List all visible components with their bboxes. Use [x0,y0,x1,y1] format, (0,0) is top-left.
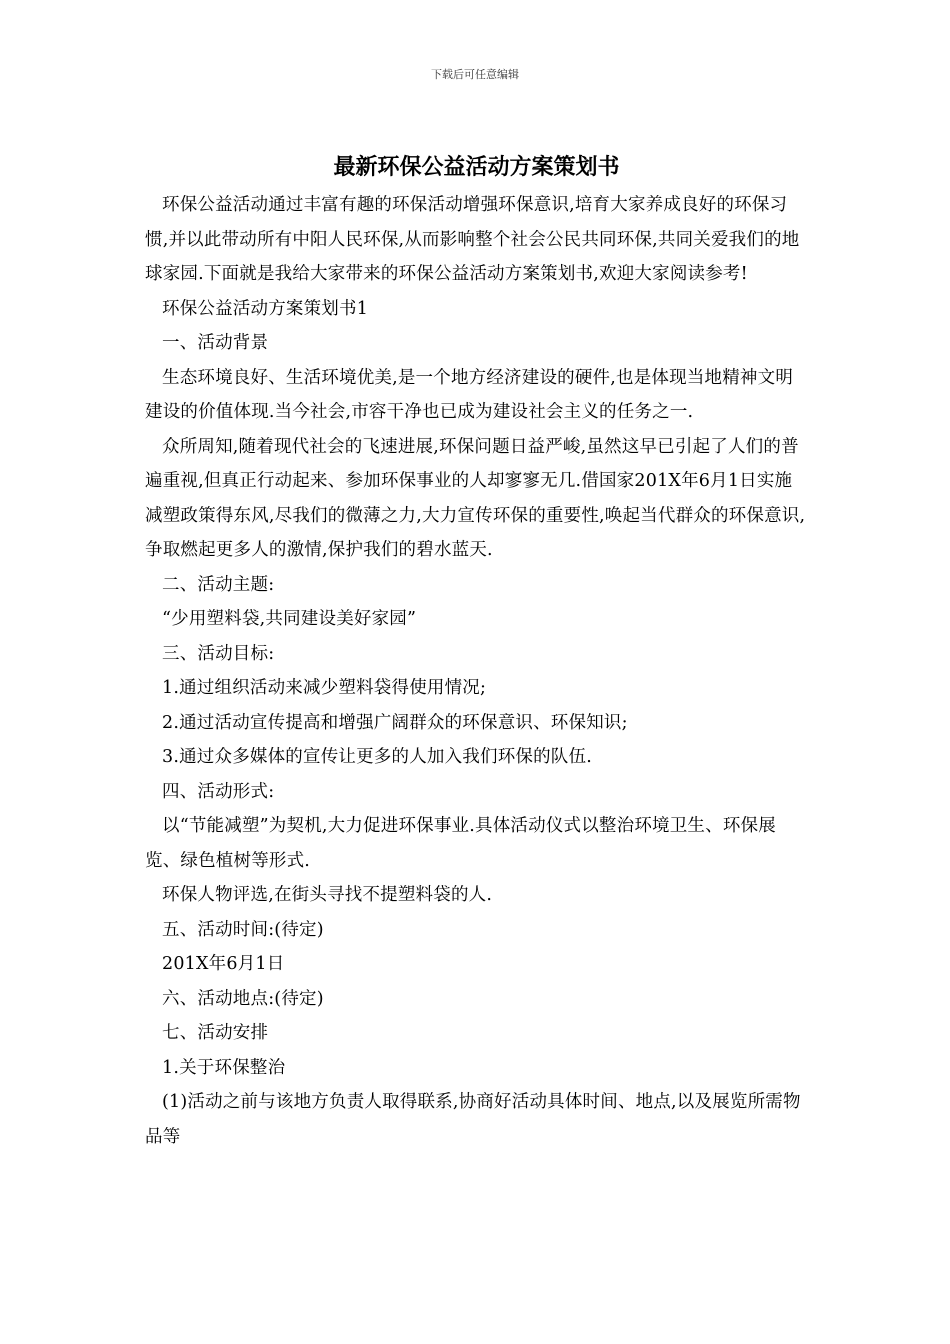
paragraph-theme: “少用塑料袋,共同建设美好家园” [162,609,417,629]
section-heading-goals: 三、活动目标: [162,643,275,664]
subsection-heading-cleanup: 1.关于环保整治 [162,1057,286,1078]
section-heading-arrangement: 七、活动安排 [162,1023,269,1043]
paragraph-intro: 环保公益活动通过丰富有趣的环保活动增强环保意识,培育大家养成良好的环保习惯,并以此带动所有中阳人民环保,从而影响整个社会公民共同环保,共同关爱我们的地球家园.下面就是我给大家带来的环保公益活动方案策划书,欢迎大家阅读参考! [145,195,800,284]
paragraph-time: 201X年6月1日 [162,954,285,974]
document-page [145,150,808,1154]
list-item-goal-2: 2.通过活动宣传提高和增强广阔群众的环保意识、环保知识; [162,712,628,733]
section-heading-form: 四、活动形式: [162,781,275,802]
section-heading-background: 一、活动背景 [162,333,269,353]
list-item-goal-1: 1.通过组织活动来减少塑料袋得使用情况; [162,678,487,698]
paragraph-plan-heading: 环保公益活动方案策划书1 [162,298,369,319]
section-heading-theme: 二、活动主题: [162,574,275,595]
list-item-goal-3: 3.通过众多媒体的宣传让更多的人加入我们环保的队伍. [162,747,592,767]
paragraph-cleanup-1: (1)活动之前与该地方负责人取得联系,协商好活动具体时间、地点,以及展览所需物品等 [145,1092,801,1147]
paragraph-background-1: 生态环境良好、生活环境优美,是一个地方经济建设的硬件,也是体现当地精神文明建设的价值体现.当今社会,市容干净也已成为建设社会主义的任务之一. [145,367,794,422]
paragraph-form-1: 以“节能减塑”为契机,大力促进环保事业.具体活动仪式以整治环境卫生、环保展览、绿色植树等形式. [145,816,776,871]
section-heading-location: 六、活动地点:(待定) [162,988,324,1009]
header-note: 下载后可任意编辑 [431,68,519,81]
paragraph-form-2: 环保人物评选,在街头寻找不提塑料袋的人. [162,885,493,905]
section-heading-time: 五、活动时间:(待定) [162,919,324,940]
document-title: 最新环保公益活动方案策划书 [333,155,620,180]
paragraph-background-2: 众所周知,随着现代社会的飞速进展,环保问题日益严峻,虽然这早已引起了人们的普遍重视,但真正行动起来、参加环保事业的人却寥寥无几.借国家201X年6月1日实施减塑政策得东风,尽我们的微薄之力,大力宣传环保的重要性,唤起当代群众的环保意识,争取燃起更多人的激情,保护我们的碧水蓝天. [145,436,806,560]
